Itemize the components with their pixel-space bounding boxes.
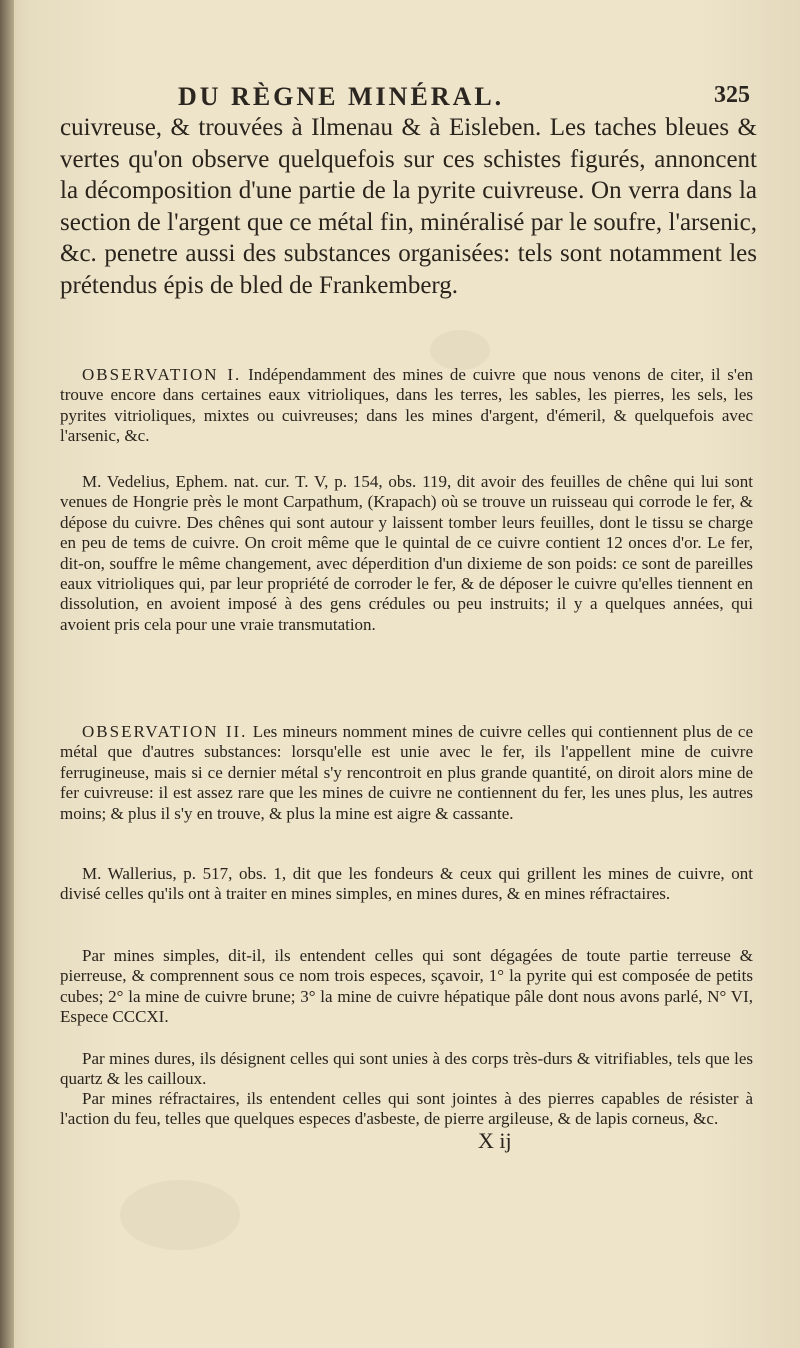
mines-dures-paragraph [60,1049,753,1090]
observation-2-text: Les mineurs nomment mines de cuivre celles qui contiennent plus de ce métal que d'autres substances: lorsqu'elle est unie avec le fer, ils l'appellent mine de cuivre ferrugineuse, mais si ce dernier métal s'y rencontroit en plus grande quantité, on diroit alors mine de fer cuivreuse: il est assez rare que les mines de cuivre ne contiennent du fer, les unes plus, les autres moins; & plus il s'y en trouve, & plus la mine est aigre & cassante. [60,722,754,823]
book-spine-shadow [0,0,14,1348]
running-head: DU RÈGNE MINÉRAL. [178,82,505,111]
wallerius-text: M. Wallerius, p. 517, obs. 1, dit que les fondeurs & ceux qui grillent les mines de cuivre, ont divisé celles qu'ils ont à traiter en mines simples, en mines dures, & en mines réfractaires. [60,864,753,904]
observation-1 [60,365,753,447]
paper-stain [430,330,490,370]
observation-2-label: OBSERVATION II. [82,722,248,741]
wallerius-paragraph [60,864,753,905]
paper-stain [120,1180,240,1250]
lead-paragraph: cuivreuse, & trouvées à Ilmenau & à Eisleben. Les taches bleues & vertes qu'on observe quelquefois sur ces schistes figurés, annoncent la décomposition d'une partie de la pyrite cuivreuse. On verra dans la section de l'argent que ce métal fin, minéralisé par le soufre, l'arsenic, &c. penetre aussi des substances organisées: tels sont notamment les prétendus épis de bled de Frankemberg. [60,114,757,299]
observation-1-label: OBSERVATION I. [82,365,242,384]
signature-mark: X ij [478,1128,512,1153]
mines-simples-text: Par mines simples, dit-il, ils entendent celles qui sont dégagées de toute partie terreuse & pierreuse, & comprennent sous ce nom trois especes, sçavoir, 1° la pyrite qui est composée de petits cubes; 2° la mine de cuivre brune; 3° la mine de cuivre hépatique pâle dont nous avons parlé, N° VI, Espece CCCXI. [60,946,753,1027]
observation-1-text: Indépendamment des mines de cuivre que nous venons de citer, il s'en trouve encore dans certaines eaux vitrioliques, dans les terres, les sables, les pierres, les sels, les pyrites vitrioliques, mixtes ou cuivreuses; dans les mines d'argent, d'émeril, & quelquefois avec l'arsenic, &c. [60,365,753,446]
mines-dures-text: Par mines dures, ils désignent celles qui sont unies à des corps très-durs & vitrifiables, tels que les quartz & les cailloux. [60,1049,753,1089]
vedelius-text: M. Vedelius, Ephem. nat. cur. T. V, p. 154, obs. 119, dit avoir des feuilles de chêne qui lui sont venues de Hongrie près le mont Carpathum, (Krapach) où se trouve un ruisseau qui corrode le fer, & dépose du cuivre. Des chênes qui sont autour y laissent tomber leurs feuilles, dont le tissu se charge en peu de tems de cuivre. On croit même que le quintal de ce cuivre contient 12 onces d'or. Le fer, dit-on, souffre le même changement, avec déperdition d'un dixieme de son poids: ce sont de pareilles eaux vitrioliques qui, par leur propriété de corroder le fer, & de déposer le cuivre qu'elles tiennent en dissolution, en avoient imposé à des gens crédules ou peu instruits; il y a quelques années, qui avoient pris cela pour une vraie transmutation. [60,472,753,634]
observation-2 [60,722,753,824]
mines-refractaires-text: Par mines réfractaires, ils entendent celles qui sont jointes à des pierres capables de résister à l'action du feu, telles que quelques especes d'asbeste, de pierre argileuse, & de lapis corneus, &c. [60,1089,753,1129]
vedelius-paragraph [60,472,753,635]
page-number: 325 [714,82,750,108]
mines-simples-paragraph [60,946,753,1028]
page-header [60,82,750,116]
mines-refractaires-paragraph [60,1089,753,1130]
